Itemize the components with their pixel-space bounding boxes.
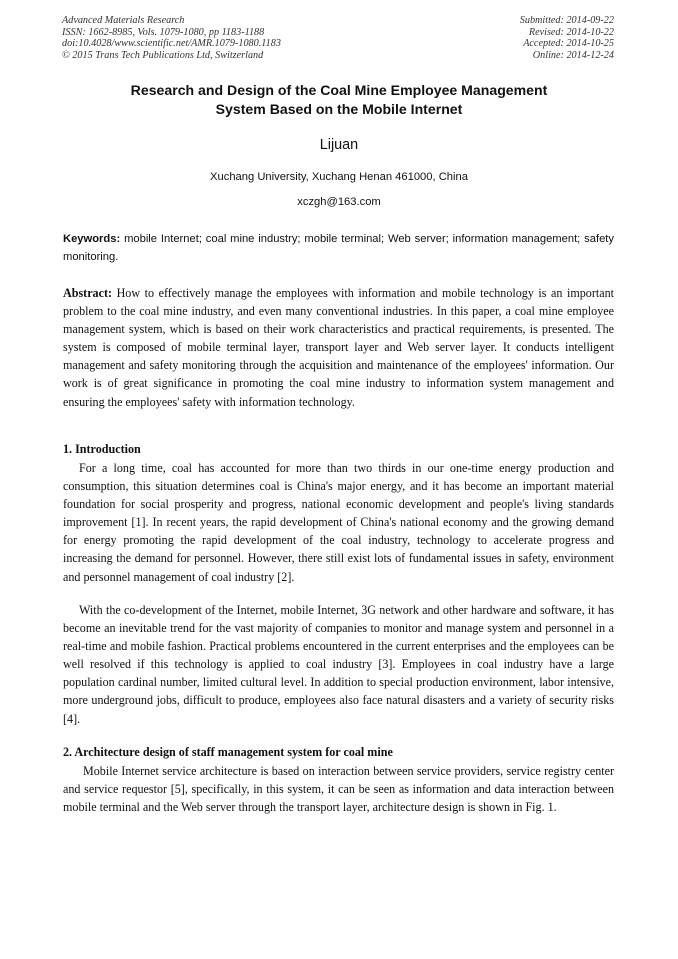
author-email: xczgh@163.com	[297, 196, 381, 208]
section-1-paragraph-1: For a long time, coal has accounted for more than two thirds in our one-time energy production and consumption, this situation determines coal is China's major energy, and it has become an important material foundation for social prosperity and progress, national economic development and people's living standards improvement [1]. In recent years, the rapid development of China's national economy and the growing demand for energy promoting the rapid development of the coal industry, technology to accelerate progress and increasing the demand for personnel. However, there still exist lots of fundamental issues in safety, environment and personnel management of coal industry [2].	[63, 461, 614, 584]
abstract-text: How to effectively manage the employees with information and mobile technology is an important problem to the coal mine industry, and even many conventional industries. In this paper, a coal mine employee management system, which is based on their work characteristics and practical requirements, is presented. The system is composed of mobile terminal layer, transport layer and Web server layer. It conducts intelligent management and safety monitoring through the acquisition and maintenance of the employees' information. Our work is of great significance in promoting the coal mine industry to information system management and ensuring the employees' safety with information technology.	[63, 286, 614, 409]
doi: doi:10.4028/www.scientific.net/AMR.1079-1080.1183	[62, 38, 281, 50]
paper-title	[60, 81, 618, 119]
keywords-label: Keywords:	[63, 233, 121, 245]
section-1-paragraph-2: With the co-development of the Internet, mobile Internet, 3G network and other hardware and software, it has become an inevitable trend for the vast majority of companies to monitor and manage system and personnel in a real-time and mobile fashion. Practical problems encountered in the current enterprises and the employees can be well resolved if this technology is applied to coal industry [3]. Employees in coal industry have a large population cardinal number, limited cultural level. In addition to special production environment, labor intensive, more underground jobs, difficult to produce, employees also face natural disasters and a variety of security risks [4].	[63, 603, 614, 726]
abstract	[63, 284, 614, 411]
accepted-date: Accepted: 2014-10-25	[523, 38, 614, 50]
section-2-heading: 2. Architecture design of staff management system for coal mine	[63, 745, 393, 759]
submitted-date: Submitted: 2014-09-22	[519, 15, 614, 26]
keywords-text: mobile Internet; coal mine industry; mobile terminal; Web server; information management; safety monitoring.	[63, 233, 614, 263]
section-1-heading: 1. Introduction	[63, 442, 141, 456]
paper-title-line-2: System Based on the Mobile Internet	[215, 101, 463, 117]
abstract-label: Abstract:	[63, 286, 113, 300]
keywords	[63, 230, 614, 266]
author-name: Lijuan	[319, 137, 359, 153]
journal-name: Advanced Materials Research	[62, 15, 185, 26]
section-2-paragraph-1: Mobile Internet service architecture is based on interaction between service providers, service registry center and service requestor [5], specifically, in this system, it can be seen as information and data interaction between mobile terminal and the Web server through the transport layer, architecture design is shown in Fig. 1.	[63, 764, 614, 815]
issn-volume-pages: ISSN: 1662-8985, Vols. 1079-1080, pp 1183-1188	[62, 26, 265, 38]
author-affiliation: Xuchang University, Xuchang Henan 461000, China	[210, 171, 468, 183]
revised-date: Revised: 2014-10-22	[528, 26, 614, 38]
online-date: Online: 2014-12-24	[532, 49, 614, 61]
paper-title-line-1: Research and Design of the Coal Mine Employee Management	[130, 82, 548, 98]
publication-dates-header	[414, 15, 614, 61]
copyright: © 2015 Trans Tech Publications Ltd, Switzerland	[62, 49, 264, 61]
journal-info-header	[62, 15, 392, 61]
